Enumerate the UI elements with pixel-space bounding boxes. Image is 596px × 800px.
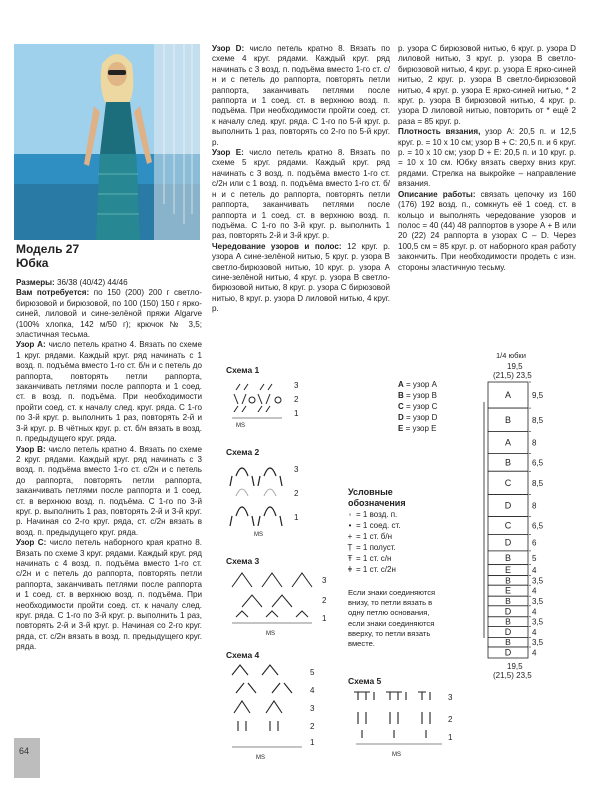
scheme-4-row-3: 3	[310, 704, 315, 713]
schematic-top-width: 19,5	[507, 362, 523, 371]
schematic-band-height: 9,5	[532, 391, 544, 401]
work-value: связать цепочку из 160 (176) 192 возд. п., сомкнуть её 1 соед. ст. в кольцо и выполнять чередование узоров и полос = 40 (44) 48 раппортов в узоре А + В или 20 (22) 24 раппорта в узорах С – D. Через 100,5 см = 85 круг. р. от наборного края работу закончить. При необходимости продеть с изн. стороны эластичную тесьму.	[398, 189, 576, 272]
sizes-paragraph	[16, 278, 202, 288]
scheme-1-row-1: 1	[294, 409, 299, 418]
schematic-band-height: 4	[532, 566, 537, 576]
schematic-band-letter: D	[504, 647, 512, 658]
scheme-3-title: Схема 3	[226, 556, 260, 566]
schematic-band-letter: B	[505, 637, 511, 648]
pattern-c-value: число петель наборного края кратно 8. Вязать по схеме 3 круг. рядами. Каждый круг. ряд начинать с 4 возд. п. подъёма вместо 1-го ст. с/2н и с петель до раппорта, повторять петли раппорта, заканчивать петлями после раппорта и 1 соед. ст. в верхнюю возд. п. подъёма. При необходимости пройти соед. ст. к началу след. круг. ряда. С 1-го по 3-й круг. р. выполнить 1 раз, повторять 2-й и 3-й круг. р. Начиная со 2-го круг. ряда, ст. с/2н вязать в возд. п. предыдущего круг. ряда.	[16, 538, 202, 652]
scheme-5-title: Схема 5	[348, 676, 382, 686]
scheme-1-row-3: 3	[294, 381, 299, 390]
legend-title-line-1: Условные	[348, 487, 393, 497]
pattern-a-value: число петель кратно 4. Вязать по схеме 1 круг. рядами. Каждый круг. ряд начинать с 1 возд. п. подъёма вместо 1-го ст. б/н и с петель до раппорта, повторять петли раппорта, заканчивать петлями после раппорта и 1 соед. ст. в возд. п. подъёма. При необходимости пройти соед. ст. к началу след. круг. ряда. С 1-го по 3-й круг. р. выполнить 1 раз, повторять 2-й и 3-й круг. р. В чётных круг. р. ст. б/н вязать в возд. п. предыдущего круг. ряда.	[16, 340, 203, 444]
alternation-continued: р. узора С бирюзовой нитью, 6 круг. р. узора D лиловой нитью, 3 круг. р. узора В светло-бирюзовой нитью, 4 круг. р. узора Е ярко-синей нитью, 2 круг. р. узора В светло-бирюзовой нитью, 4 круг. р. узора Е ярко-синей нитью, * 2 круг. р. узора В бирюзовой нитью, 4 круг. р. узора D лиловой нитью, повторить от * ещё 2 раза = 85 круг. р.	[398, 44, 576, 126]
schematic-band-letter: D	[504, 626, 512, 637]
schematic-title: 1/4 юбки	[496, 351, 526, 360]
scheme-1-ms: MS	[236, 423, 245, 428]
legend-note: Если знаки соединяются внизу, то петли вязать в одну петлю основания, если знаки соединяются вверху, то петли вязать вместе.	[348, 588, 436, 649]
key-row-b: B = узор B	[398, 391, 437, 400]
legend-item-hdc: Ṭ = 1 полуст.	[344, 542, 472, 553]
pattern-b-value: число петель кратно 4. Вязать по схеме 2 круг. рядами. Каждый круг. ряд начинать с 3 возд. п. подъёма вместо 1-го ст. с/2н и с петель до раппорта, повторять петли раппорта, заканчивать петлями после раппорта и 1 соед. ст. в верхнюю возд. п. подъёма. С 1-го по 3-й круг. р. выполнить 1 раз, повторять 2-й и 3-й круг. р. Начиная со 2-го круг. ряда, ст. с/2н вязать в возд. п. предыдущего круг. ряда.	[16, 444, 203, 537]
pattern-e-label: Узор Е:	[212, 148, 244, 158]
scheme-2-row-1: 1	[294, 513, 299, 522]
schematic-band-height: 3,5	[532, 576, 544, 586]
schematic-band-height: 6,5	[532, 521, 544, 531]
scheme-4-row-1: 1	[310, 738, 315, 747]
schematic-band-letter: D	[504, 537, 512, 548]
schematic-band-letter: B	[505, 575, 511, 586]
schematic-band-letter: A	[504, 437, 512, 448]
pattern-d-label: Узор D:	[212, 44, 245, 53]
schematic-band-height: 8	[532, 438, 537, 448]
scheme-2-title: Схема 2	[226, 447, 260, 457]
pattern-d-value: число петель кратно 8. Вязать по схеме 4 круг. рядами. Каждый круг. ряд начинать с 3 возд. п. подъёма вместо 1-го ст. с/н и с петель до раппорта, повторять петли раппорта, заканчивать петлями после раппорта и 1 соед. ст. в верхнюю возд. п. подъёма. При необходимости пройти соед. ст. к началу след. круг. ряда. С 1-го по 5-й круг. р. выполнить 1 раз, повторять со 2-го по 5-й круг. р.	[212, 44, 390, 147]
schematic-band-letter: B	[504, 414, 512, 425]
scheme-4-row-4: 4	[310, 686, 315, 695]
pattern-e-paragraph	[212, 148, 390, 242]
schematic-band-letter: C	[504, 477, 512, 488]
scheme-3-row-1: 1	[322, 614, 327, 623]
pattern-e-value: число петель кратно 8. Вязать по схеме 5 круг. рядами. Каждый круг. ряд начинать с 3 возд. п. подъёма вместо 1-го ст. с/2н или с 1 возд. п. подъёма вместо 1-го ст. б/н и с петель до раппорта, повторять петли раппорта, заканчивать петлями после раппорта и 1 соед. ст. в верхнюю возд. п. подъёма. С 1-го по 3-й круг. р. выполнить 1 раз, повторять 2-й и 3-й круг. р.	[212, 148, 390, 241]
work-paragraph	[398, 190, 576, 273]
scheme-4-diagram	[222, 661, 332, 761]
sizes-label: Размеры:	[16, 278, 55, 287]
pattern-b-paragraph	[16, 445, 202, 539]
scheme-3-diagram	[222, 567, 342, 637]
schematic-band-letter: B	[504, 457, 512, 468]
schematic-band-letter: B	[505, 596, 511, 607]
column-1-text	[16, 278, 202, 653]
sizes-value: 36/38 (40/42) 44/46	[54, 278, 128, 287]
schematic-band-letter: A	[504, 390, 512, 401]
pattern-key	[398, 379, 437, 434]
scheme-4-title: Схема 4	[226, 650, 260, 660]
scheme-4-ms: MS	[256, 755, 265, 761]
treble-crochet-symbol-icon: ǂ	[347, 565, 353, 574]
schematic-band-letter: B	[504, 552, 512, 563]
schematic-band-height: 8,5	[532, 415, 544, 425]
density-value: узор А: 20,5 п. и 12,5 круг. р. = 10 х 10 см; узор В + С: 20,5 п. и 6 круг. р. = 10 х 10 см; узор D + E: 20,5 п. и 10 круг. р. = 10 х 10 см. Юбку вязать сверху вниз круг. рядами. Стрелка на выкройке – направление вязания.	[398, 127, 577, 189]
scheme-2-row-3: 3	[294, 465, 299, 474]
pattern-b-label: Узор В:	[16, 444, 46, 454]
scheme-2-diagram	[222, 458, 322, 538]
alternation-value: 12 круг. р. узора А сине-зелёной нитью, 5 круг. р. узора В светло-бирюзовой нитью, 10 круг. р. узора А сине-зелёной нитью, 4 круг. р. узора В светло-бирюзовой нитью, 8 круг. р. узора С бирюзовой нитью, 8 круг. р. узора D лиловой нитью, 4 круг. р.	[212, 241, 390, 314]
schematic-bottom-width: 19,5	[507, 662, 523, 671]
model-photo	[14, 44, 200, 240]
density-label: Плотность вязания,	[398, 127, 481, 137]
scheme-5-row-3: 3	[448, 693, 453, 702]
schematic-band-height: 6	[532, 538, 537, 548]
legend-title	[348, 487, 406, 509]
alternation-paragraph	[212, 242, 390, 315]
legend-item-tr: ǂ = 1 ст. с/2н	[344, 564, 472, 575]
key-row-e: E = узор E	[398, 424, 437, 433]
scheme-5-ms: MS	[392, 752, 401, 758]
model-subtitle: Юбка	[16, 256, 49, 270]
schematic-band-letter: B	[505, 616, 511, 627]
scheme-2-ms: MS	[254, 532, 263, 538]
schematic-band-height: 4	[532, 586, 537, 596]
half-double-symbol-icon: Ṭ	[347, 543, 353, 552]
schematic-band-height: 3,5	[532, 638, 544, 648]
schematic-band-height: 5	[532, 553, 537, 563]
alternation-label: Чередование узоров и полос:	[212, 241, 342, 251]
schematic-band-letter: D	[504, 606, 512, 617]
schematic-band-height: 6,5	[532, 458, 544, 468]
model-title: Модель 27	[16, 242, 80, 256]
scheme-3-row-2: 2	[322, 596, 327, 605]
column-3-text	[398, 44, 576, 273]
column-2-text	[212, 44, 390, 315]
legend-item-dc: Ŧ = 1 ст. с/н	[344, 553, 472, 564]
chain-symbol-icon: ◦	[348, 510, 352, 519]
page-number-tab	[14, 738, 40, 778]
materials-value: по 150 (200) 200 г светло-бирюзовой и бирюзовой, по 100 (150) 150 г ярко-синей, лиловой и сине-зелёной пряжи Algarve (100% хлопка, 142 м/50 г); крючок № 3,5; эластичная тесьма.	[16, 288, 202, 340]
pattern-a-label: Узор А:	[16, 340, 46, 350]
single-crochet-symbol-icon: +	[347, 532, 353, 541]
schematic-band-height: 8,5	[532, 478, 544, 488]
double-crochet-symbol-icon: Ŧ	[347, 554, 353, 563]
materials-paragraph	[16, 288, 202, 340]
scheme-3-ms: MS	[266, 631, 275, 637]
legend-list	[344, 509, 472, 575]
pattern-c-label: Узор С:	[16, 538, 47, 548]
scheme-1-row-2: 2	[294, 395, 299, 404]
scheme-5-diagram	[346, 688, 466, 760]
schematic-bottom-width-sizes: (21,5) 23,5	[493, 671, 532, 680]
schematic-band-height: 4	[532, 648, 537, 658]
pattern-a-paragraph	[16, 340, 202, 444]
schematic-top-width-sizes: (21,5) 23,5	[493, 371, 532, 380]
schematic-band-letter: E	[504, 565, 512, 576]
scheme-5-row-2: 2	[448, 715, 453, 724]
schematic-band-height: 3,5	[532, 617, 544, 627]
legend-item-sc: + = 1 ст. б/н	[344, 531, 472, 542]
schematic-band-height: 4	[532, 627, 537, 637]
scheme-4-row-2: 2	[310, 722, 315, 731]
key-row-a: A = узор A	[398, 380, 437, 389]
schematic-diagram	[480, 380, 552, 662]
pattern-d-paragraph	[212, 44, 390, 148]
scheme-2-row-2: 2	[294, 489, 299, 498]
model-illustration	[14, 44, 200, 240]
schematic-band-height: 8	[532, 501, 537, 511]
legend-item-slip: • = 1 соед. ст.	[344, 520, 472, 531]
density-paragraph	[398, 127, 576, 189]
legend-title-line-2: обозначения	[348, 498, 406, 508]
pattern-c-paragraph	[16, 538, 202, 652]
slip-stitch-symbol-icon: •	[348, 521, 352, 530]
schematic-band-letter: D	[504, 500, 512, 511]
legend-item-chain: ◦ = 1 возд. п.	[344, 509, 472, 520]
scheme-3-row-3: 3	[322, 576, 327, 585]
schematic-band-letter: E	[504, 585, 512, 596]
schematic-band-letter: C	[504, 520, 512, 531]
model-heading	[16, 242, 79, 270]
materials-label: Вам потребуется:	[16, 288, 90, 298]
scheme-1-title: Схема 1	[226, 365, 260, 375]
scheme-4-row-5: 5	[310, 668, 315, 677]
schematic-band-height: 4	[532, 607, 537, 617]
scheme-1-diagram	[222, 376, 322, 428]
scheme-5-row-1: 1	[448, 733, 453, 742]
key-row-c: C = узор C	[398, 402, 438, 411]
key-row-d: D = узор D	[398, 413, 438, 422]
schematic-band-height: 3,5	[532, 597, 544, 607]
work-label: Описание работы:	[398, 189, 476, 199]
page-number: 64	[19, 746, 30, 756]
